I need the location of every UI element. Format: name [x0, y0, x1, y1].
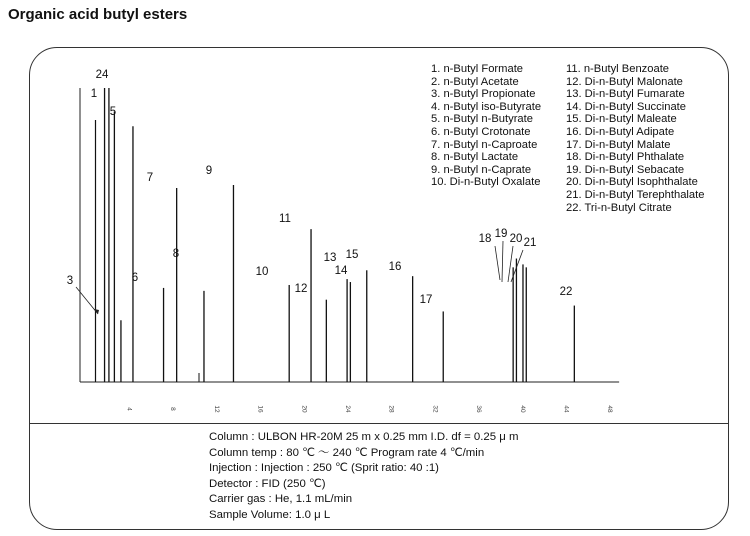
peak-label-14: 14: [334, 265, 348, 277]
x-tick-label: 8: [169, 407, 177, 411]
leader-3: [76, 287, 98, 314]
legend-entry: 9. n-Butyl n-Caprate: [431, 163, 532, 176]
leader-18: [495, 246, 500, 280]
x-tick-label: 32: [431, 405, 439, 413]
legend-entry: 16. Di-n-Butyl Adipate: [566, 125, 675, 138]
peak-label-22: 22: [559, 286, 573, 298]
peak-label-20: 20: [509, 233, 523, 245]
peak-label-13: 13: [323, 252, 337, 264]
peak-label-15: 15: [345, 249, 359, 261]
legend-entry: 21. Di-n-Butyl Terephthalate: [566, 188, 705, 201]
peak-label-18: 18: [478, 233, 492, 245]
legend-entry: 15. Di-n-Butyl Maleate: [566, 113, 677, 126]
legend-entry: 19. Di-n-Butyl Sebacate: [566, 163, 685, 176]
analysis-conditions: [209, 430, 518, 524]
peak-label-17: 17: [419, 294, 433, 306]
peak-label-21: 21: [523, 237, 537, 249]
legend-entry: 18. Di-n-Butyl Phthalate: [566, 151, 685, 164]
legend-entry: 13. Di-n-Butyl Fumarate: [566, 88, 685, 101]
leader-20: [508, 246, 513, 282]
x-tick-label: 28: [387, 405, 395, 413]
leader-19: [502, 241, 503, 282]
peak-label-16: 16: [388, 261, 402, 273]
legend-entry: 17. Di-n-Butyl Malate: [566, 138, 671, 151]
peak-label-7: 7: [146, 172, 154, 184]
condition-injection: Injection : Injection : 250 ℃ (Sprit ratio: 40 :1): [209, 462, 439, 475]
legend-entry: 14. Di-n-Butyl Succinate: [566, 100, 687, 113]
legend-entry: 10. Di-n-Butyl Oxalate: [431, 176, 541, 189]
legend-entry: 6. n-Butyl Crotonate: [431, 125, 531, 138]
x-tick-label: 40: [518, 405, 526, 413]
condition-column: Column : ULBON HR-20M 25 m x 0.25 mm I.D. df = 0.25 μ m: [209, 431, 519, 443]
peak-label-19: 19: [494, 228, 508, 240]
peak-label-8: 8: [172, 248, 180, 260]
legend-entry: 22. Tri-n-Butyl Citrate: [566, 201, 672, 214]
x-tick-label: 36: [475, 405, 483, 413]
legend-column-1: [431, 63, 541, 189]
x-tick-label: 20: [300, 405, 308, 413]
legend-entry: 5. n-Butyl n-Butyrate: [431, 113, 533, 126]
condition-sample-volume: Sample Volume: 1.0 μ L: [209, 508, 331, 521]
leader-3-arrowhead: [94, 309, 99, 314]
page-title: Organic acid butyl esters: [8, 6, 188, 23]
legend-entry: 20. Di-n-Butyl Isophthalate: [566, 176, 698, 189]
peak-label-12: 12: [294, 283, 308, 295]
legend-entry: 7. n-Butyl n-Caproate: [431, 138, 538, 151]
legend-entry: 11. n-Butyl Benzoate: [566, 63, 670, 75]
legend-entry: 2. n-Butyl Acetate: [431, 75, 519, 88]
peak-label-10: 10: [255, 266, 269, 278]
peak-label-5: 5: [109, 106, 117, 118]
x-tick-label: 48: [606, 405, 614, 413]
peak-label-1: 1: [90, 88, 98, 100]
condition-detector: Detector : FID (250 ℃): [209, 477, 326, 490]
legend-entry: 12. Di-n-Butyl Malonate: [566, 75, 683, 88]
peak-label-9: 9: [205, 165, 213, 177]
peak-label-24: 24: [95, 69, 109, 81]
x-tick-label: 12: [212, 405, 220, 413]
legend-column-2: [566, 63, 704, 214]
x-tick-label: 44: [562, 405, 570, 413]
peak-label-11: 11: [279, 213, 291, 225]
x-tick-label: 4: [125, 407, 133, 411]
legend-entry: 1. n-Butyl Formate: [431, 63, 524, 75]
condition-carrier-gas: Carrier gas : He, 1.1 mL/min: [209, 493, 353, 506]
peak-label-3: 3: [66, 275, 74, 287]
legend-entry: 3. n-Butyl Propionate: [431, 88, 536, 101]
peak-label-6: 6: [131, 272, 139, 284]
x-tick-label: 24: [344, 405, 351, 413]
x-tick-label: 16: [256, 405, 264, 413]
legend-entry: 8. n-Butyl Lactate: [431, 151, 519, 164]
legend-entry: 4. n-Butyl iso-Butyrate: [431, 100, 542, 113]
condition-column-temp: Column temp : 80 ℃ ～ 240 ℃ Program rate 4 ℃/min: [209, 446, 485, 459]
